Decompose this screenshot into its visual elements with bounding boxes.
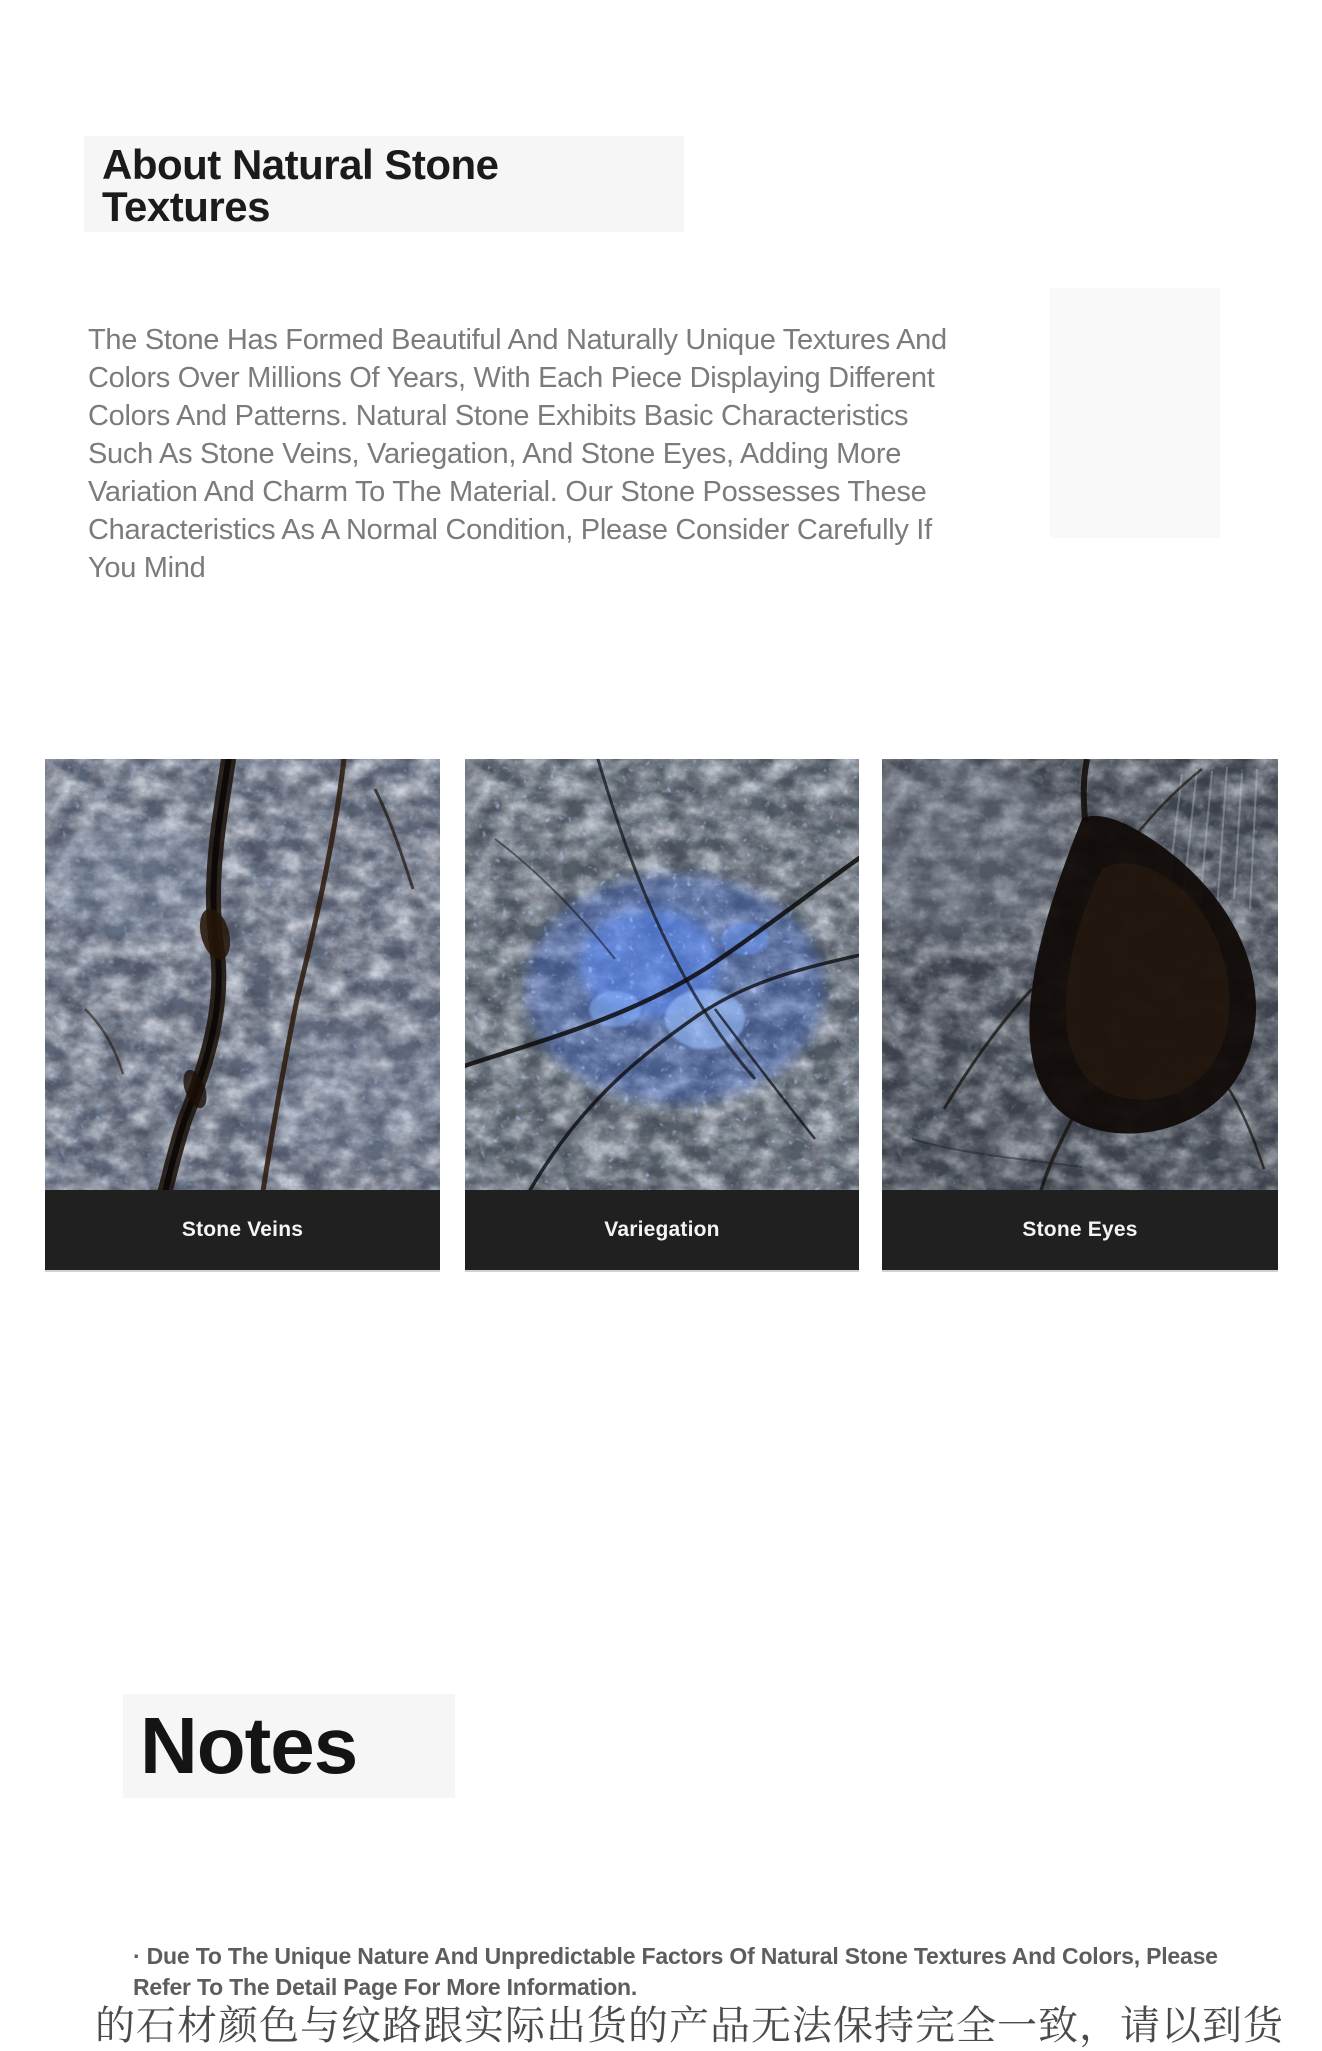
stone-eyes-image (882, 759, 1278, 1190)
texture-card-stone-veins (45, 759, 440, 1270)
paragraph-background-shade (1050, 288, 1220, 538)
texture-label-bar (45, 1190, 440, 1270)
texture-label-bar (882, 1190, 1278, 1270)
texture-card-variegation (465, 759, 859, 1270)
about-body-text: The Stone Has Formed Beautiful And Naturally Unique Textures And Colors Over Millions Of Years, With Each Piece Displaying Different Colors And Patterns. Natural Stone Exhibits Basic Characteristics Such As Stone Veins, Variegation, And Stone Eyes, Adding More Variation And Charm To The Material. Our Stone Possesses These Characteristics As A Normal Condition, Please Consider Carefully If You Mind (88, 324, 947, 584)
note-bullet-text: · Due To The Unique Nature And Unpredictable Factors Of Natural Stone Textures And Colors, Please Refer To The Detail Page For More Information. (133, 1943, 1218, 2000)
stone-veins-image (45, 759, 440, 1190)
variegation-image (465, 759, 859, 1190)
texture-card-stone-eyes (882, 759, 1278, 1270)
texture-label-stone-eyes: Stone Eyes (1022, 1218, 1138, 1241)
about-heading-box (84, 136, 684, 232)
chinese-disclaimer-text: 的石材颜色与纹路跟实际出货的产品无法保持完全一致，请以到货 (95, 2004, 1284, 2048)
texture-label-variegation: Variegation (604, 1218, 720, 1241)
notes-title: Notes (140, 1701, 358, 1790)
texture-label-stone-veins: Stone Veins (181, 1218, 304, 1241)
about-title: About Natural Stone Textures (102, 141, 499, 230)
texture-label-bar (465, 1190, 859, 1270)
